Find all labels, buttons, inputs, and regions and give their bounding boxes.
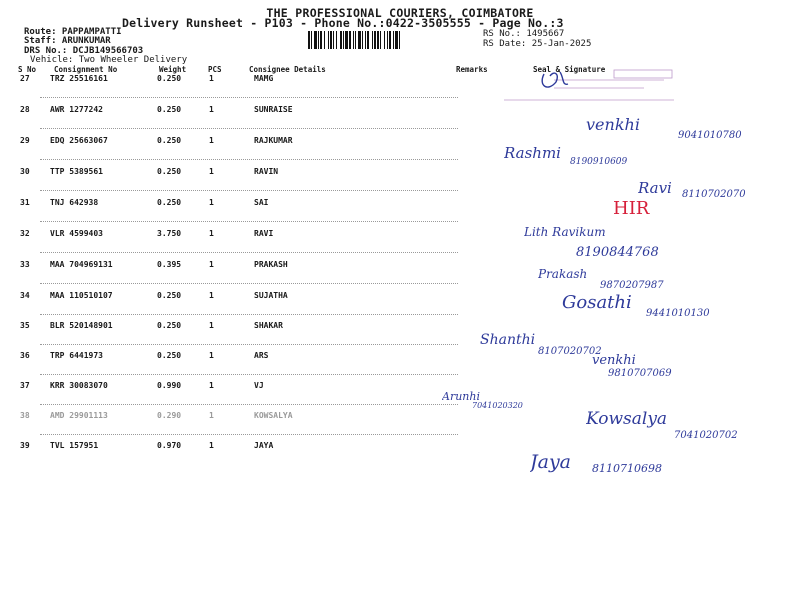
barcode-bar <box>328 31 329 49</box>
row-sno: 28 <box>20 105 30 114</box>
signature-row-38 <box>586 404 786 444</box>
barcode-bar <box>358 31 361 49</box>
row-sno: 33 <box>20 260 30 269</box>
company-seal-stamp <box>494 64 684 108</box>
row-pcs: 1 <box>209 291 214 300</box>
row-sno: 36 <box>20 351 30 360</box>
signature-row-36 <box>592 348 792 382</box>
barcode-bar <box>345 31 348 49</box>
signature-name: Gosathi <box>562 292 632 313</box>
barcode-bar <box>324 31 325 49</box>
row-sno: 34 <box>20 291 30 300</box>
row-pcs: 1 <box>209 198 214 207</box>
row-weight: 0.250 <box>157 198 182 207</box>
col-header-seal-signature: Seal & Signature <box>533 65 606 74</box>
row-weight: 0.250 <box>157 105 182 114</box>
col-header-pcs: PCS <box>208 65 222 74</box>
runsheet-title: Delivery Runsheet - P103 - Phone No.:0422-3505555 - Page No.:3 <box>122 16 564 30</box>
row-divider <box>40 434 458 435</box>
row-pcs: 1 <box>209 74 214 83</box>
signature-name: Ravi <box>638 179 672 197</box>
barcode <box>308 31 476 49</box>
row-sno: 29 <box>20 136 30 145</box>
row-weight: 0.250 <box>157 291 182 300</box>
row-sno: 35 <box>20 321 30 330</box>
row-consignee: RAJKUMAR <box>254 136 293 145</box>
row-consignee: JAYA <box>254 441 274 450</box>
row-weight: 0.395 <box>157 260 182 269</box>
col-header-consignee: Consignee Details <box>249 65 326 74</box>
barcode-bar <box>389 31 391 49</box>
row-consignee: VJ <box>254 381 264 390</box>
barcode-bar <box>374 31 376 49</box>
row-consignment: BLR 520148901 <box>50 321 113 330</box>
barcode-bar <box>393 31 394 49</box>
row-consignee: KOWSALYA <box>254 411 293 420</box>
row-consignment: MAA 110510107 <box>50 291 113 300</box>
row-consignment: AMD 29901113 <box>50 411 108 420</box>
red-initials: HIR <box>613 198 650 219</box>
signature-row-29 <box>504 140 664 180</box>
row-divider <box>40 283 458 284</box>
row-consignee: SUNRAISE <box>254 105 293 114</box>
row-sno: 31 <box>20 198 30 207</box>
row-weight: 0.250 <box>157 74 182 83</box>
barcode-bar <box>308 31 310 49</box>
row-consignment: VLR 4599403 <box>50 229 103 238</box>
row-weight: 0.250 <box>157 321 182 330</box>
rs-date: RS Date: 25-Jan-2025 <box>483 39 592 49</box>
row-divider <box>40 97 458 98</box>
barcode-bar <box>336 31 337 49</box>
row-divider <box>40 159 458 160</box>
signature-row-34 <box>562 288 792 322</box>
row-pcs: 1 <box>209 411 214 420</box>
barcode-bar <box>333 31 334 49</box>
barcode-bar <box>380 31 381 49</box>
col-header-sno: S No <box>18 65 37 74</box>
signature-number: 8190910609 <box>570 157 628 167</box>
barcode-bar <box>384 31 385 49</box>
barcode-bar <box>343 31 344 49</box>
signature-row-32 <box>524 222 724 262</box>
signature-row-37 <box>442 388 602 418</box>
barcode-bar <box>395 31 398 49</box>
red-mark-row-31 <box>613 193 693 223</box>
barcode-bar <box>318 31 319 49</box>
col-header-weight: Weight <box>159 65 187 74</box>
row-sno: 39 <box>20 441 30 450</box>
row-consignment: EDQ 25663067 <box>50 136 108 145</box>
row-consignee: ARS <box>254 351 269 360</box>
signature-name: venkhi <box>592 353 636 368</box>
signature-number: 7041020702 <box>674 430 738 441</box>
row-weight: 0.990 <box>157 381 182 390</box>
barcode-bar <box>353 31 354 49</box>
row-divider <box>40 190 458 191</box>
row-consignment: TRP 6441973 <box>50 351 103 360</box>
signature-row-39 <box>530 446 750 486</box>
row-weight: 3.750 <box>157 229 182 238</box>
row-pcs: 1 <box>209 260 214 269</box>
signature-number: 9810707069 <box>608 368 672 379</box>
row-divider <box>40 404 458 405</box>
barcode-bar <box>387 31 388 49</box>
row-weight: 0.250 <box>157 167 182 176</box>
barcode-bar <box>365 31 366 49</box>
row-divider <box>40 128 458 129</box>
signature-number: 8110710698 <box>592 462 662 475</box>
drs-number: DRS No.: DCJB149566703 <box>24 46 144 56</box>
signature-number: 7041020320 <box>472 401 523 410</box>
row-consignment: MAA 704969131 <box>50 260 113 269</box>
signature-number: 8190844768 <box>576 245 659 260</box>
signature-name: Lith Ravikum <box>524 225 606 239</box>
row-pcs: 1 <box>209 105 214 114</box>
vehicle-label: Vehicle: Two Wheeler Delivery <box>30 55 188 65</box>
row-consignee: RAVI <box>254 229 274 238</box>
row-divider <box>40 252 458 253</box>
rs-number: RS No.: 1495667 <box>483 29 565 39</box>
row-consignee: SUJATHA <box>254 291 288 300</box>
row-divider <box>40 374 458 375</box>
signature-name: Jaya <box>530 451 572 473</box>
signature-name: Arunhi <box>442 390 480 403</box>
row-consignee: SHAKAR <box>254 321 283 330</box>
signature-name: Shanthi <box>480 332 536 348</box>
col-header-consignment: Consignment No <box>54 65 118 74</box>
row-consignment: TNJ 642938 <box>50 198 99 207</box>
barcode-bar <box>377 31 379 49</box>
row-divider <box>40 221 458 222</box>
signature-number: 8107020702 <box>538 346 602 357</box>
row-sno: 32 <box>20 229 30 238</box>
row-consignment: AWR 1277242 <box>50 105 103 114</box>
barcode-bar <box>399 31 400 49</box>
row-sno: 38 <box>20 411 30 420</box>
row-consignee: RAVIN <box>254 167 279 176</box>
signature-number: 9441010130 <box>646 308 710 319</box>
barcode-bar <box>349 31 351 49</box>
signature-name: Kowsalya <box>586 409 668 429</box>
row-weight: 0.250 <box>157 351 182 360</box>
row-weight: 0.970 <box>157 441 182 450</box>
barcode-bar <box>311 31 312 49</box>
row-consignee: MAMG <box>254 74 274 83</box>
barcode-bar <box>314 31 317 49</box>
row-weight: 0.250 <box>157 136 182 145</box>
row-sno: 27 <box>20 74 30 83</box>
row-consignee: SAI <box>254 198 269 207</box>
row-sno: 37 <box>20 381 30 390</box>
barcode-bar <box>362 31 363 49</box>
row-consignment: TTP 5389561 <box>50 167 103 176</box>
row-pcs: 1 <box>209 381 214 390</box>
signature-name: venkhi <box>586 115 640 134</box>
barcode-bar <box>372 31 373 49</box>
row-divider <box>40 314 458 315</box>
row-consignment: TVL 157951 <box>50 441 99 450</box>
barcode-bar <box>320 31 322 49</box>
row-pcs: 1 <box>209 441 214 450</box>
signature-name: Rashmi <box>504 144 561 162</box>
row-pcs: 1 <box>209 321 214 330</box>
barcode-bar <box>330 31 332 49</box>
signature-number: 9041010780 <box>678 130 742 141</box>
row-consignee: PRAKASH <box>254 260 288 269</box>
row-pcs: 1 <box>209 167 214 176</box>
row-pcs: 1 <box>209 136 214 145</box>
row-divider <box>40 344 458 345</box>
col-header-remarks: Remarks <box>456 65 488 74</box>
barcode-bar <box>367 31 369 49</box>
barcode-bar <box>340 31 342 49</box>
signature-number: 9870207987 <box>600 280 664 291</box>
row-pcs: 1 <box>209 229 214 238</box>
row-pcs: 1 <box>209 351 214 360</box>
signature-number: 8110702070 <box>682 189 746 200</box>
signature-name: Prakash <box>538 267 588 281</box>
route-label: Route: PAPPAMPATTI <box>24 27 122 37</box>
company-title: THE PROFESSIONAL COURIERS, COIMBATORE <box>266 6 534 20</box>
row-sno: 30 <box>20 167 30 176</box>
barcode-bar <box>355 31 356 49</box>
row-consignment: TRZ 25516161 <box>50 74 108 83</box>
row-weight: 0.290 <box>157 411 182 420</box>
staff-label: Staff: ARUNKUMAR <box>24 36 111 46</box>
row-consignment: KRR 30083070 <box>50 381 108 390</box>
